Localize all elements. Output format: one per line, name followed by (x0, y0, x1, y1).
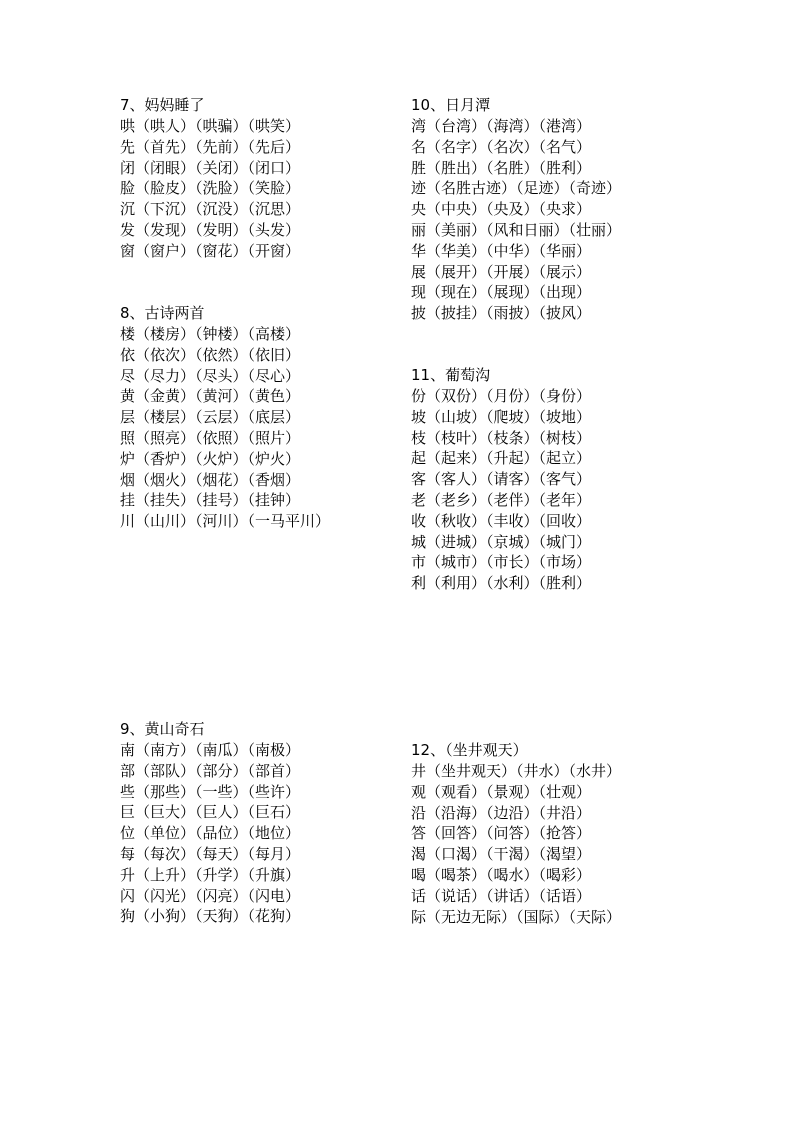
word-line: 尽（尽力）（尽头）（尽心） (120, 366, 301, 385)
lesson-title: 12、（坐井观天） (411, 741, 528, 759)
word-line: 湾（台湾）（海湾）（港湾） (411, 117, 592, 135)
word-line: 观（观看）（景观）（壮观） (411, 782, 592, 801)
lesson-12-section (411, 740, 711, 927)
word-line: 哄（哄人）（哄骗）（哄笑） (120, 117, 301, 135)
word-line: 展（展开）（开展）（展示） (411, 262, 592, 281)
lesson-title: 11、葡萄沟 (411, 366, 491, 384)
word-line: 每（每次）（每天）（每月） (120, 844, 301, 863)
word-line: 城（进城）（京城）（城门） (411, 532, 592, 551)
word-line: 际（无边无际）（国际）（天际） (411, 907, 622, 926)
word-line: 起（起来）（升起）（起立） (411, 449, 592, 468)
word-line: 枝（枝叶）（枝条）（树枝） (411, 428, 592, 447)
word-line: 些（那些）（一些）（些许） (120, 782, 301, 801)
word-line: 南（南方）（南瓜）（南极） (120, 741, 301, 759)
lesson-9-section (120, 719, 420, 927)
word-line: 迹（名胜古迹）（足迹）（奇迹） (411, 179, 622, 198)
word-line: 利（利用）（水利）（胜利） (411, 574, 592, 593)
word-line: 升（上升）（升学）（升旗） (120, 865, 301, 884)
word-line: 披（披挂）（雨披）（披风） (411, 304, 592, 323)
word-line: 坡（山坡）（爬坡）（坡地） (411, 407, 592, 426)
word-line: 沉（下沉）（沉没）（沉思） (120, 200, 301, 219)
word-line: 位（单位）（品位）（地位） (120, 824, 301, 843)
lesson-11-section (411, 365, 711, 594)
word-line: 央（中央）（央及）（央求） (411, 200, 592, 219)
word-line: 先（首先）（先前）（先后） (120, 137, 301, 156)
word-line: 脸（脸皮）（洗脸）（笑脸） (120, 179, 301, 198)
word-line: 黄（金黄）（黄河）（黄色） (120, 387, 301, 406)
word-line: 市（城市）（市长）（市场） (411, 553, 592, 572)
word-line: 依（依次）（依然）（依旧） (120, 345, 301, 364)
word-line: 话（说话）（讲话）（话语） (411, 886, 592, 905)
word-line: 炉（香炉）（火炉）（炉火） (120, 449, 301, 468)
word-line: 窗（窗户）（窗花）（开窗） (120, 241, 301, 260)
lesson-10-section (411, 95, 711, 324)
word-line: 老（老乡）（老伴）（老年） (411, 490, 592, 509)
word-line: 份（双份）（月份）（身份） (411, 387, 592, 405)
word-line: 收（秋收）（丰收）（回收） (411, 511, 592, 530)
lesson-7-section (120, 95, 420, 262)
lesson-title: 8、古诗两首 (120, 304, 205, 322)
word-line: 川（山川）（河川）（一马平川） (120, 512, 331, 531)
lesson-title: 10、日月潭 (411, 96, 491, 114)
lesson-title: 7、妈妈睡了 (120, 96, 205, 114)
word-line: 胜（胜出）（名胜）（胜利） (411, 158, 592, 177)
word-line: 挂（挂失）（挂号）（挂钟） (120, 491, 301, 510)
word-line: 沿（沿海）（边沿）（井沿） (411, 803, 592, 822)
word-line: 喝（喝茶）（喝水）（喝彩） (411, 865, 592, 884)
word-line: 狗（小狗）（天狗）（花狗） (120, 907, 301, 926)
word-line: 丽（美丽）（风和日丽）（壮丽） (411, 220, 622, 239)
word-line: 客（客人）（请客）（客气） (411, 470, 592, 489)
word-line: 华（华美）（中华）（华丽） (411, 241, 592, 260)
word-line: 现（现在）（展现）（出现） (411, 283, 592, 302)
word-line: 楼（楼房）（钟楼）（高楼） (120, 325, 301, 343)
word-line: 渴（口渴）（干渴）（渴望） (411, 845, 592, 864)
lesson-title: 9、黄山奇石 (120, 720, 205, 738)
word-line: 闪（闪光）（闪亮）（闪电） (120, 886, 301, 905)
word-line: 名（名字）（名次）（名气） (411, 137, 592, 156)
word-line: 发（发现）（发明）（头发） (120, 220, 301, 239)
word-line: 部（部队）（部分）（部首） (120, 761, 301, 780)
word-line: 层（楼层）（云层）（底层） (120, 408, 301, 427)
word-line: 闭（闭眼）（关闭）（闭口） (120, 158, 301, 177)
word-line: 井（坐井观天）（井水）（水井） (411, 762, 622, 780)
word-line: 烟（烟火）（烟花）（香烟） (120, 470, 301, 489)
lesson-8-section (120, 303, 420, 532)
word-line: 巨（巨大）（巨人）（巨石） (120, 803, 301, 822)
word-line: 照（照亮）（依照）（照片） (120, 428, 301, 447)
word-line: 答（回答）（问答）（抢答） (411, 824, 592, 843)
